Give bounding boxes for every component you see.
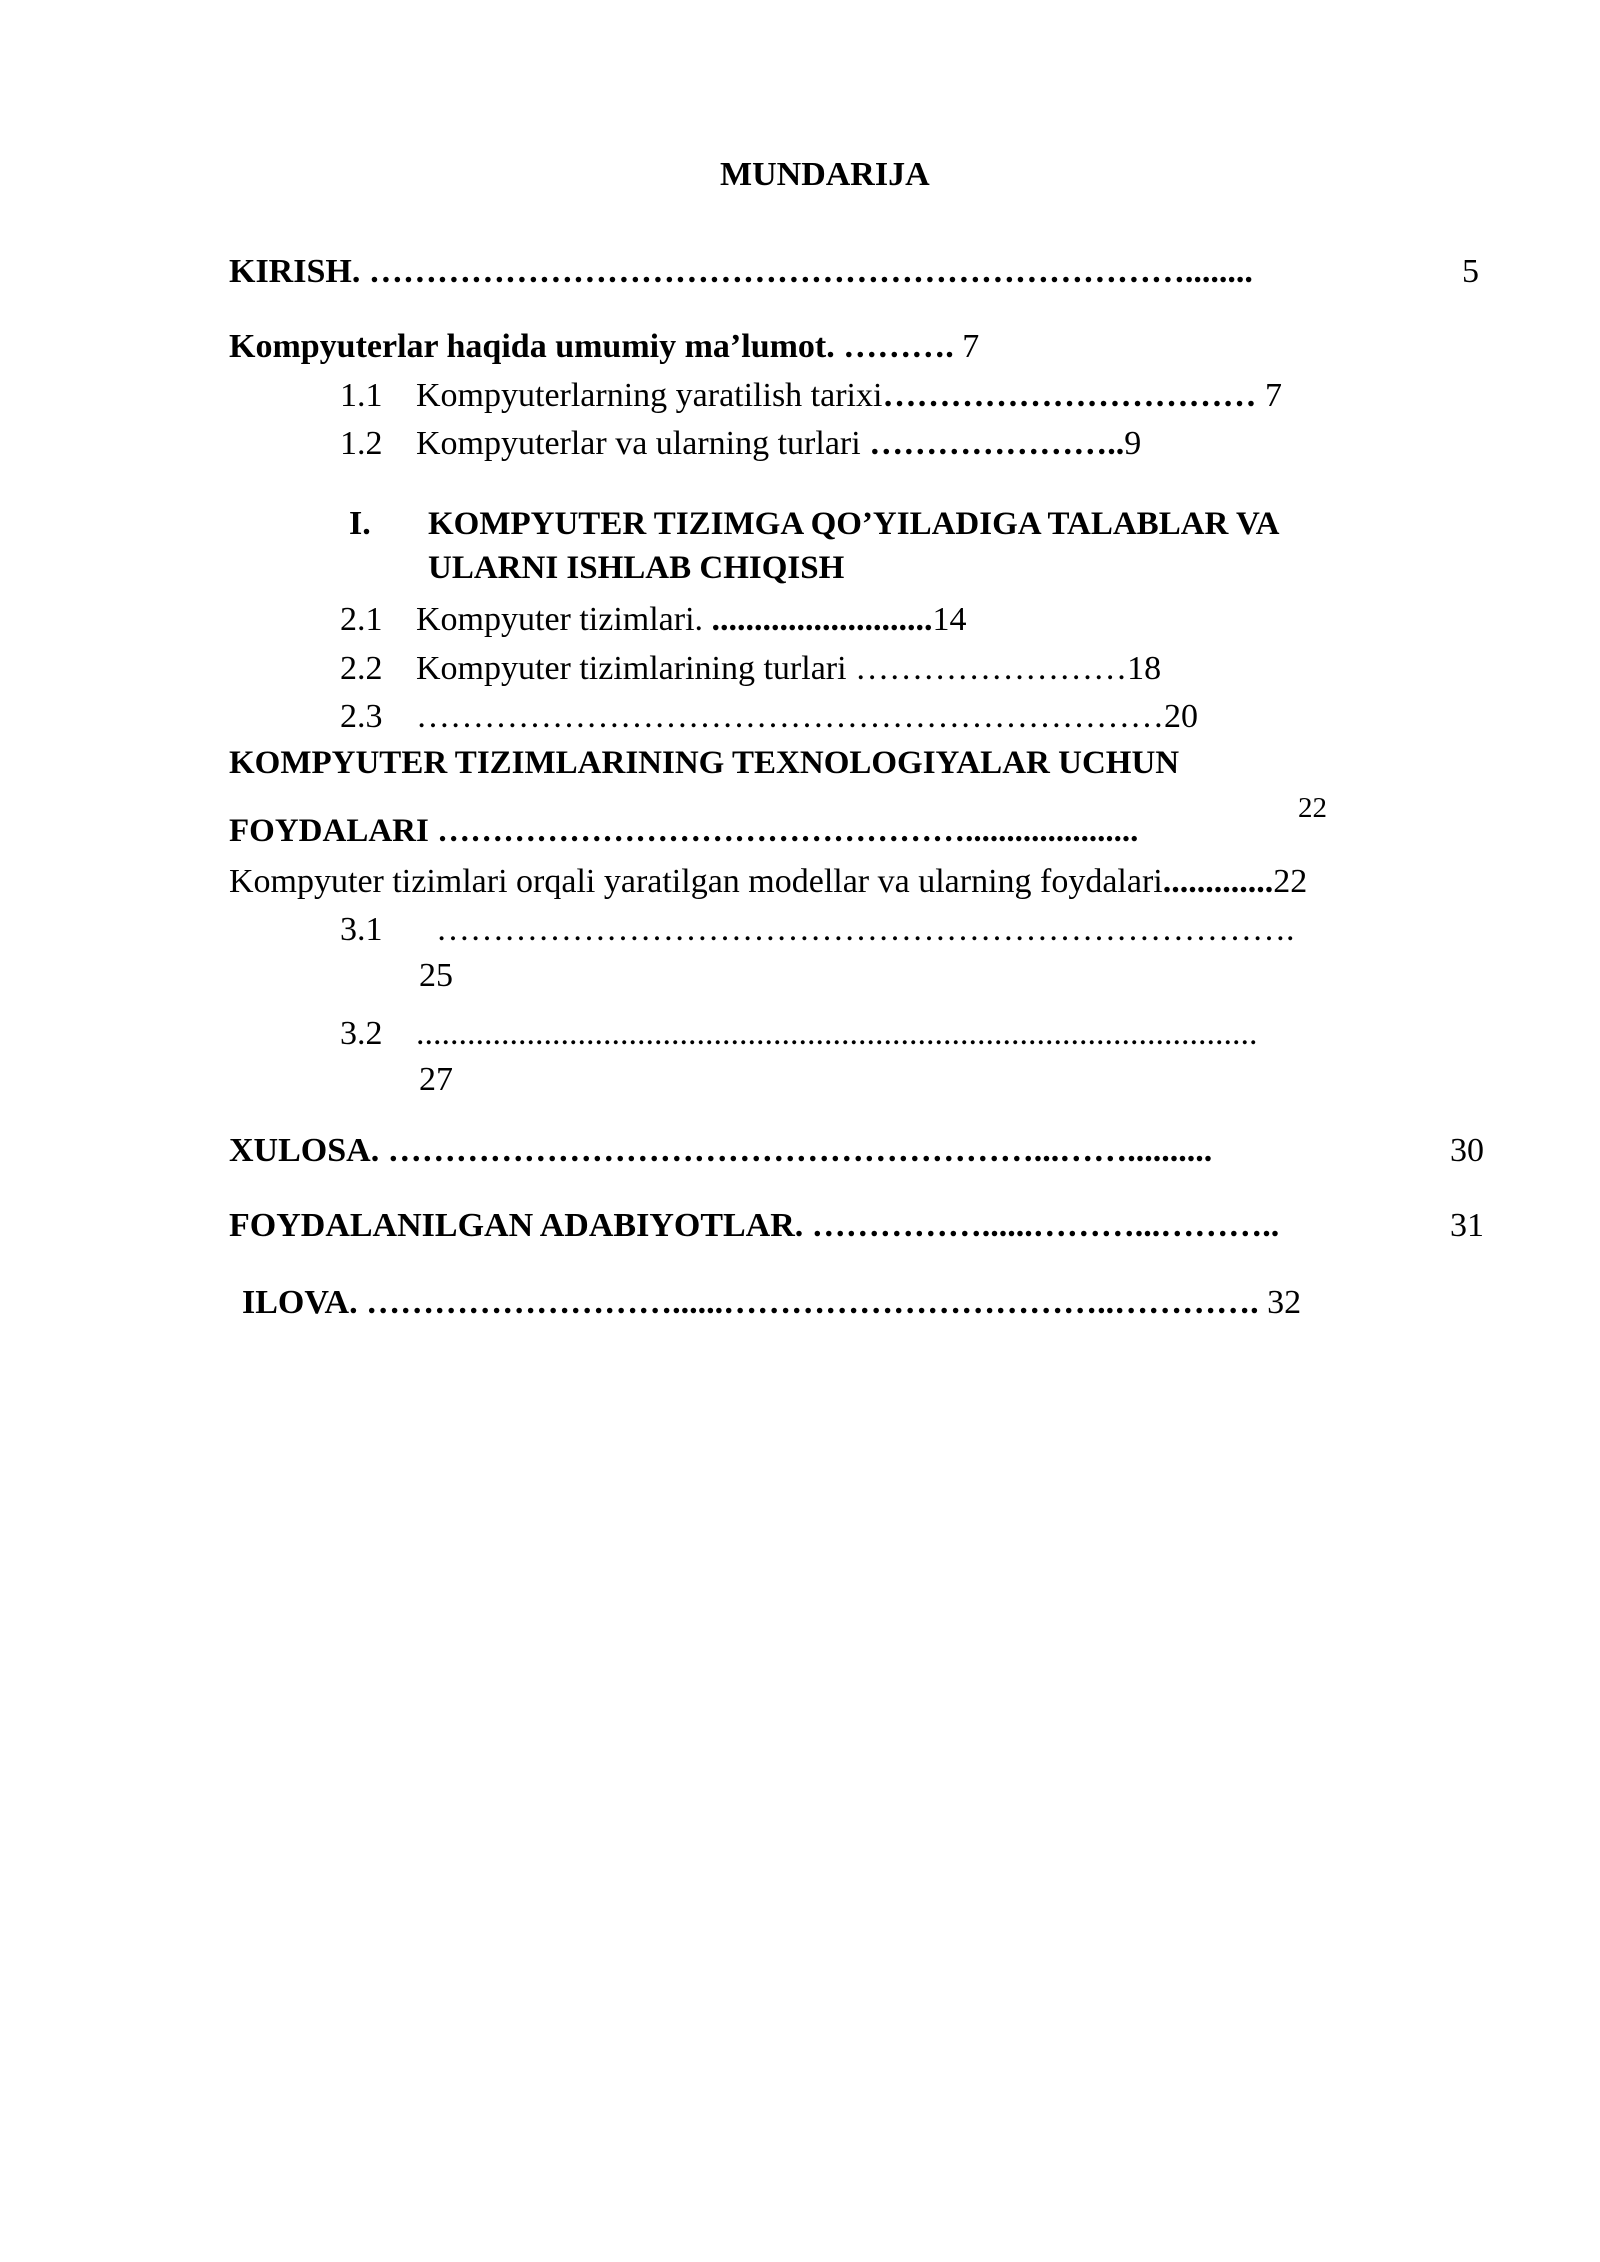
toc-leader-dots: ………………………………………………………………….: [436, 911, 1295, 948]
toc-page-number: 27: [419, 1061, 453, 1098]
toc-page-number: 22: [1273, 863, 1308, 900]
toc-entry-label: Kompyuter tizimlarining turlari: [416, 650, 856, 687]
toc-page-number: 31: [1450, 1207, 1484, 1244]
toc-entry-2-1[interactable]: [340, 600, 967, 640]
toc-entry-label: FOYDALARI: [229, 813, 438, 849]
toc-entry-3-2[interactable]: [340, 1014, 1258, 1054]
toc-page-number: 30: [1450, 1132, 1484, 1169]
toc-leader-dots: …………………………………………………...……..........: [387, 1132, 1213, 1169]
toc-entry-3-1[interactable]: [340, 910, 1295, 950]
toc-section-number: 2.1: [340, 601, 383, 638]
toc-entry-label: Kompyuter tizimlari orqali yaratilgan modellar va ularning foydalari: [229, 863, 1163, 900]
toc-leader-dots: .............: [1162, 863, 1274, 900]
toc-page-number: 9: [1124, 425, 1142, 462]
toc-entry-label: ILOVA.: [242, 1284, 367, 1321]
toc-entry-1-2[interactable]: [340, 424, 1141, 464]
toc-leader-dots: …………………………………………………………: [416, 698, 1164, 735]
toc-entry-label: Kompyuterlar haqida umumiy ma’lumot.: [229, 328, 844, 365]
toc-leader-dots: ……………......………...………..: [811, 1207, 1280, 1244]
toc-entry-chapter-1[interactable]: [229, 327, 979, 367]
toc-entry-label: Kompyuter tizimlari.: [416, 601, 712, 638]
toc-leader-dots: ……………………: [855, 650, 1128, 687]
toc-page-number: 20: [1164, 698, 1198, 735]
toc-section-number: 3.1: [340, 911, 383, 948]
toc-page-number: 18: [1127, 650, 1162, 687]
toc-leader-dots: ………………………......……………………………..………….: [366, 1284, 1259, 1321]
toc-entry-label: FOYDALANILGAN ADABIYOTLAR.: [229, 1207, 812, 1244]
toc-entry-label: XULOSA.: [229, 1132, 388, 1169]
toc-entry-1-1[interactable]: [340, 376, 1282, 416]
toc-title: MUNDARIJA: [720, 156, 930, 193]
toc-section-number: 1.2: [340, 425, 383, 462]
toc-leader-dots: ……………………………: [882, 377, 1257, 414]
toc-leader-dots: ………………………………………….....................: [437, 813, 1139, 849]
toc-entry-chapter-3-line-1[interactable]: KOMPYUTER TIZIMLARINING TEXNOLOGIYALAR UCHUN: [229, 745, 1180, 781]
toc-entry-xulosa[interactable]: [229, 1131, 1212, 1171]
toc-entry-2-2[interactable]: [340, 649, 1161, 689]
toc-entry-2-3[interactable]: [340, 697, 1198, 737]
toc-entry-label: Kompyuterlarning yaratilish tarixi: [416, 377, 883, 414]
toc-entry-ilova[interactable]: [242, 1283, 1301, 1323]
toc-section-number: 3.2: [340, 1015, 383, 1052]
toc-entry-kirish[interactable]: [229, 252, 1253, 292]
toc-section-number: 2.3: [340, 698, 383, 735]
toc-section-number: 1.1: [340, 377, 383, 414]
toc-section-number: 2.2: [340, 650, 383, 687]
toc-entry-label: Kompyuterlar va ularning turlari: [416, 425, 870, 462]
toc-leader-dots: ..........................: [711, 601, 933, 638]
toc-leader-dots: …………………..: [869, 425, 1125, 462]
toc-page-number: 14: [932, 601, 967, 638]
toc-entry-references[interactable]: [229, 1206, 1279, 1246]
toc-chapter-roman-numeral: I.: [349, 505, 371, 542]
toc-page-number: 32: [1258, 1284, 1302, 1321]
toc-leader-dots: ...................................................................................................: [416, 1015, 1258, 1052]
toc-page-number: 25: [419, 957, 453, 994]
toc-entry-chapter-3-subtitle[interactable]: [229, 862, 1307, 902]
toc-page-number: 22: [1298, 792, 1327, 824]
toc-page-number: 5: [1462, 253, 1479, 290]
toc-entry-chapter-2-line-1[interactable]: KOMPYUTER TIZIMGA QO’YILADIGA TALABLAR VA: [428, 506, 1280, 542]
toc-page-number: 7: [1256, 377, 1282, 414]
toc-entry-label: KIRISH.: [229, 253, 369, 290]
toc-page-number: 7: [953, 328, 980, 365]
toc-entry-chapter-2-line-2[interactable]: ULARNI ISHLAB CHIQISH: [428, 550, 845, 586]
toc-leader-dots: ………………………………………………………………........: [368, 253, 1253, 290]
toc-leader-dots: ……….: [843, 328, 954, 365]
toc-entry-chapter-3-line-2[interactable]: [229, 811, 1138, 851]
